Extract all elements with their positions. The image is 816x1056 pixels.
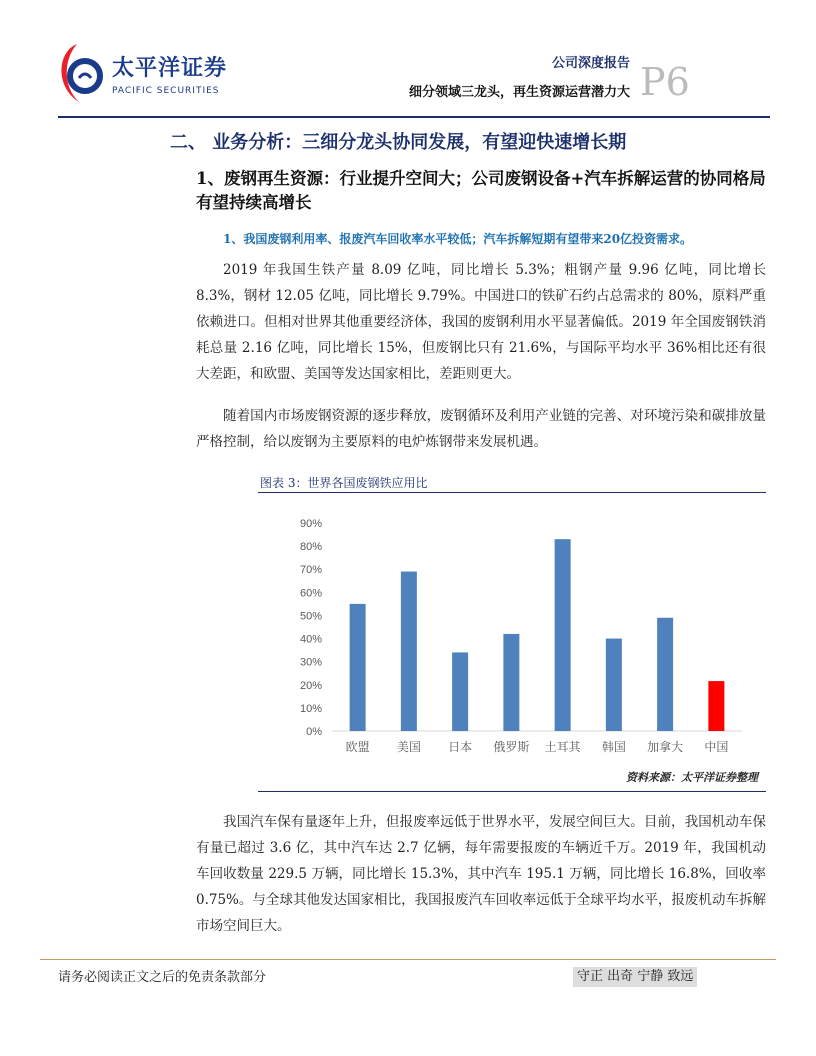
y-tick-label: 90% (299, 518, 322, 530)
x-tick-label: 俄罗斯 (493, 740, 530, 754)
logo-text-en: PACIFIC SECURITIES (112, 86, 220, 96)
paragraph: 我国汽车保有量逐年上升，但报废率远低于世界水平，发展空间巨大。目前，我国机动车保有量已超过 3.6 亿，其中汽车达 2.7 亿辆，每年需要报废的车辆近千万。2019 年，我国机动车回收数量 229.5 万辆，同比增长 15.3%，其中汽车 195.1 万辆，同比增长 16.8%，回收率 0.75%。与全球其他发达国家相比，我国报废汽车回收率远低于全球平均水平，报废机动车拆解市场空间巨大。 (196, 814, 766, 934)
paragraph: 随着国内市场废钢资源的逐步释放，废钢循环及利用产业链的完善、对环境污染和碳排放量严格控制，给以废钢为主要原料的电炉炼钢带来发展机遇。 (196, 408, 766, 450)
page-number: P6 (640, 60, 690, 104)
y-tick-label: 80% (299, 541, 322, 554)
x-tick-label: 韩国 (601, 740, 626, 754)
logo-text-cn: 太平洋证券 (112, 56, 228, 81)
caption-divider (258, 492, 766, 493)
report-title: 细分领域三龙头，再生资源运营潜力大 (408, 85, 630, 100)
x-tick-label: 中国 (704, 740, 729, 754)
x-tick-label: 日本 (448, 740, 473, 754)
figure (258, 475, 766, 793)
figure-source: 资料来源：太平洋证券整理 (626, 771, 758, 784)
bar-6 (657, 618, 673, 731)
y-tick-label: 60% (299, 587, 322, 600)
bar-2 (452, 652, 468, 731)
y-tick-label: 70% (299, 564, 322, 577)
y-tick-label: 40% (299, 633, 322, 646)
bar-chart (290, 511, 750, 761)
report-type: 公司深度报告 (551, 56, 630, 71)
bar-5 (606, 639, 622, 731)
x-tick-label: 美国 (396, 740, 421, 754)
footer (0, 959, 816, 1009)
x-tick-label: 加拿大 (647, 740, 684, 754)
x-tick-label: 欧盟 (345, 740, 370, 754)
y-tick-label: 30% (299, 656, 322, 669)
bar-3 (503, 634, 519, 731)
header-divider (58, 116, 770, 118)
subsection-title: 1、废钢再生资源：行业提升空间大；公司废钢设备+汽车拆解运营的协同格局有望持续高增长 (196, 169, 766, 212)
bar-4 (555, 539, 571, 731)
x-tick-label: 土耳其 (544, 740, 581, 754)
footer-divider (40, 959, 776, 960)
key-point: 1、我国废钢利用率、报废汽车回收率水平较低；汽车拆解短期有望带来20亿投资需求。 (223, 232, 693, 246)
section-title: 二、 业务分析：三细分龙头协同发展，有望迎快速增长期 (170, 132, 627, 153)
bar-0 (350, 604, 366, 731)
bar-7 (708, 681, 724, 731)
y-tick-label: 50% (299, 610, 322, 623)
bar-1 (401, 572, 417, 731)
footer-motto: 守正 出奇 宁静 致远 (573, 967, 697, 987)
y-tick-label: 10% (299, 702, 322, 715)
figure-caption: 图表 3：世界各国废钢铁应用比 (260, 476, 428, 490)
paragraph: 2019 年我国生铁产量 8.09 亿吨，同比增长 5.3%；粗钢产量 9.96 亿吨，同比增长 8.3%，钢材 12.05 亿吨，同比增长 9.79%。中国进口的铁矿石约占总需求的 80%，原料严重依赖进口。但相对世界其他重要经济体，我国的废钢利用水平显著偏低。2019 年全国废钢铁消耗总量 2.16 亿吨，同比增长 15%，但废钢比只有 21.6%，与国际平均水平 36%相比还有很大差距，和欧盟、美国等发达国家相比，差距则更大。 (196, 262, 766, 382)
y-tick-label: 0% (306, 726, 322, 738)
source-divider (258, 791, 766, 792)
y-tick-label: 20% (299, 679, 322, 692)
footer-disclaimer: 请务必阅读正文之后的免责条款部分 (58, 970, 267, 985)
